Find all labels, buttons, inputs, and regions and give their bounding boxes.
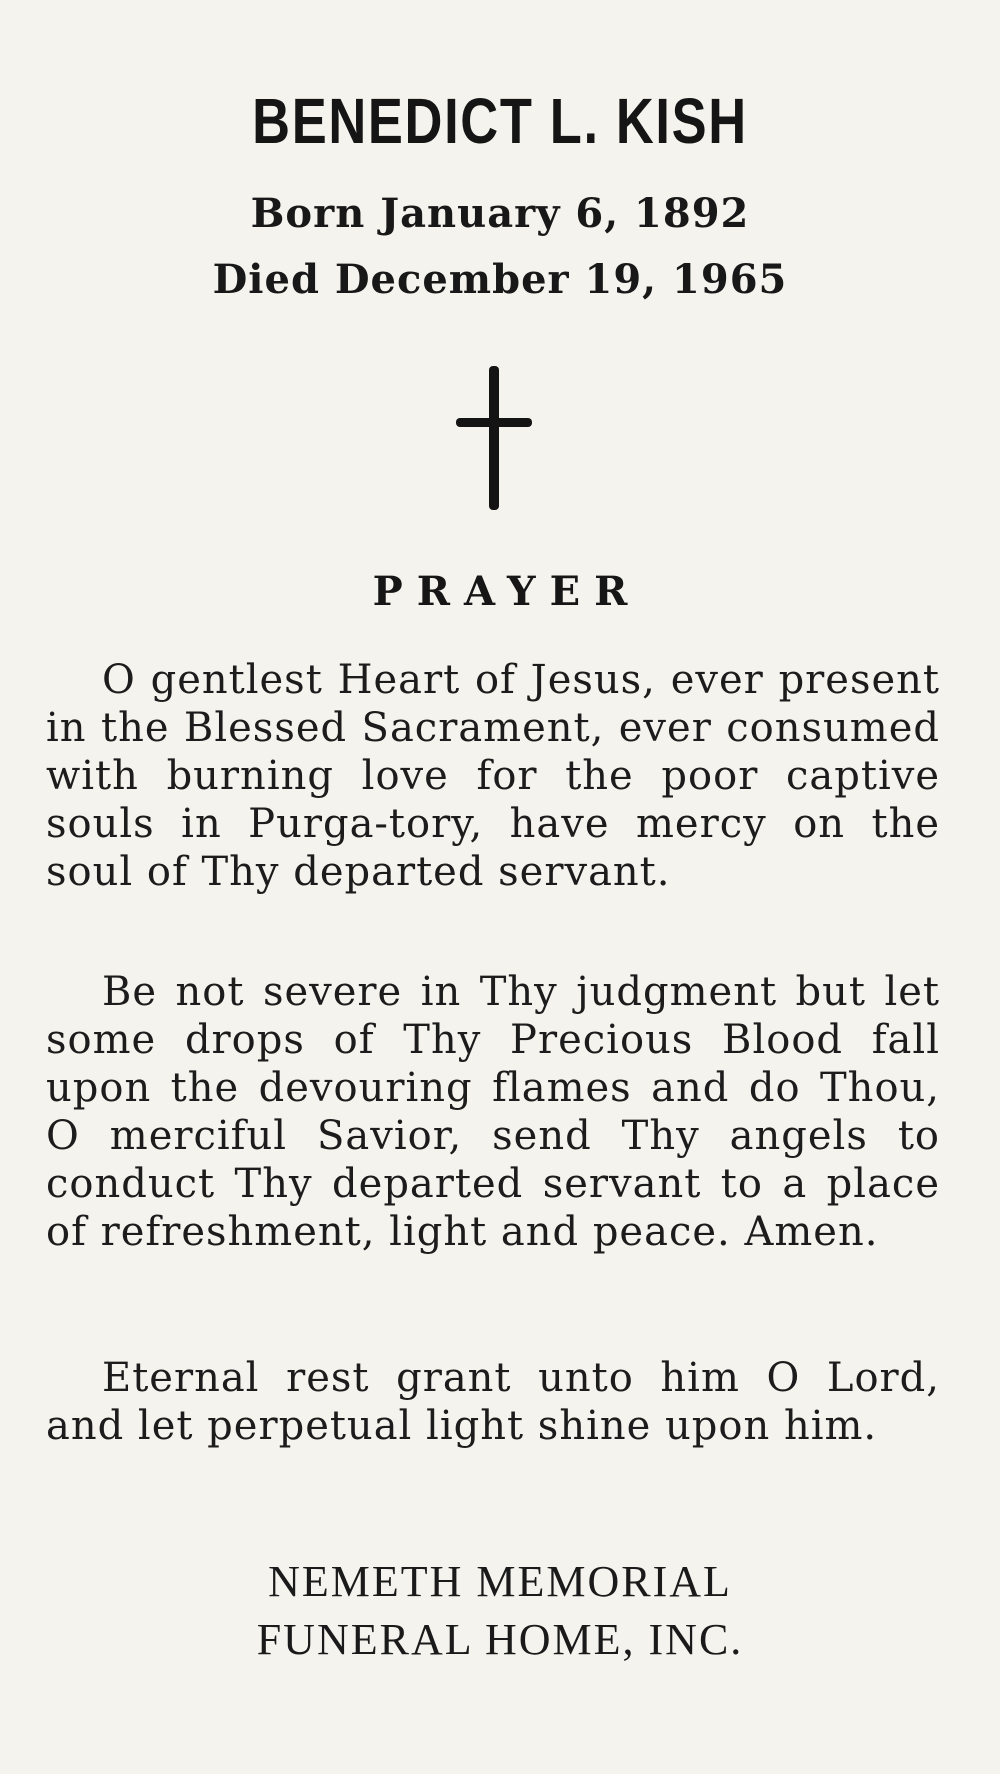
prayer-paragraph: Eternal rest grant unto him O Lord, and let perpetual light shine upon him. [46,1355,940,1449]
funeral-home-name-line1: NEMETH MEMORIAL [268,1557,732,1606]
birth-date: Born January 6, 1892 [250,190,750,237]
deceased-name: BENEDICT L. KISH [252,85,748,157]
latin-cross-icon [456,366,532,510]
prayer-paragraph: O gentlest Heart of Jesus, ever present in the Blessed Sacrament, ever consumed with burning love for the poor captive souls in Purga-tory, have mercy on the soul of Thy departed servant. [46,657,940,895]
funeral-home-name-line2: FUNERAL HOME, INC. [256,1615,744,1664]
prayer-heading: PRAYER [372,568,642,615]
prayer-paragraph: Be not severe in Thy judgment but let some drops of Thy Precious Blood fall upon the devouring flames and do Thou, O merciful Savior, send Thy angels to conduct Thy departed servant to a place of refreshment, light and peace. Amen. [46,969,940,1255]
death-date: Died December 19, 1965 [212,256,788,303]
